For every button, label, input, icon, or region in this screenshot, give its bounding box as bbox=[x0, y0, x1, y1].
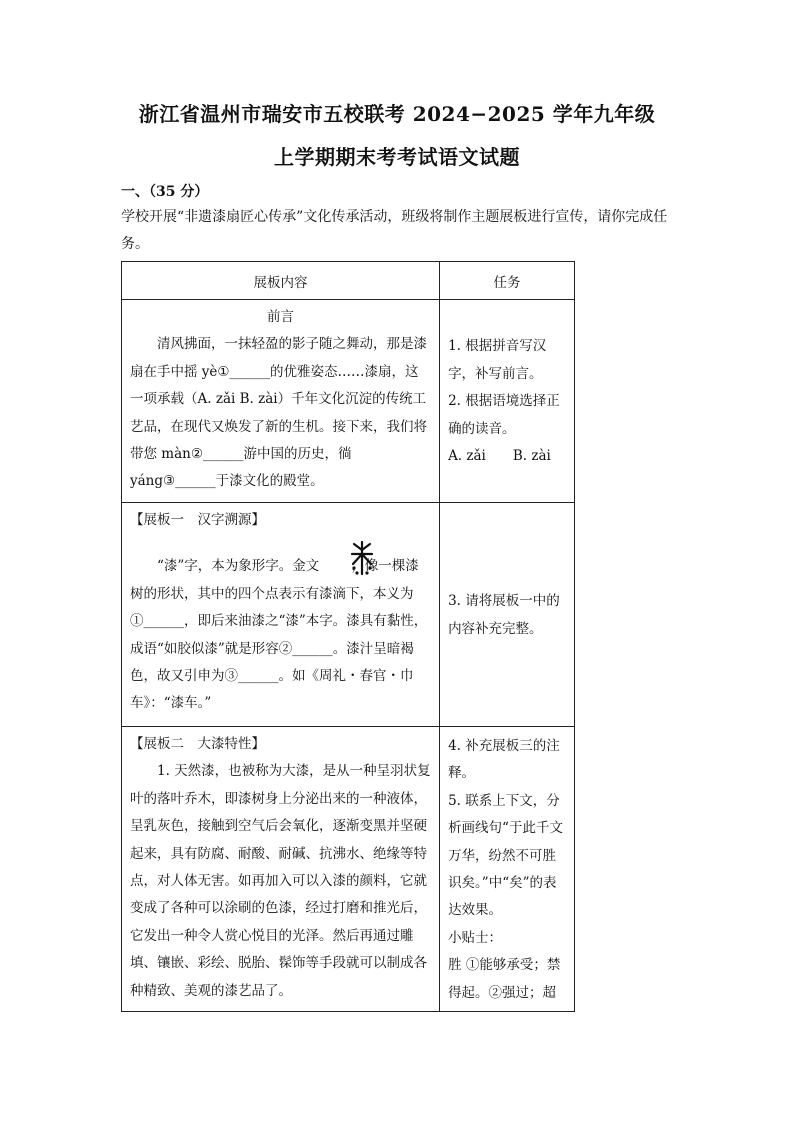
row1-task-options: A. zǎi B. zài bbox=[448, 448, 551, 465]
table-row bbox=[122, 300, 575, 503]
row3-heading: 【展板二 大漆特性】 bbox=[130, 736, 265, 752]
row2-content bbox=[122, 503, 440, 727]
row3-tip-text: 胜 ①能够承受；禁得起。②强过；超 bbox=[448, 957, 561, 1001]
row2-text-b: ，像一棵漆树的形状，其中的四个点表示有漆滴下，本义为①______，即后来油漆之“漆”本字。漆具有黏性，成语“如胶似漆”就是形容②______。漆汁呈暗褐色，故又引申为③______。如《周礼・春官・巾车》：“漆车。” bbox=[130, 558, 428, 712]
bronze-script-qi-icon bbox=[321, 540, 349, 576]
table-header-row bbox=[122, 262, 575, 300]
header-task: 任务 bbox=[440, 262, 575, 300]
row3-text: 1. 天然漆，也被称为大漆，是从一种呈羽状复叶的落叶乔木，即漆树身上分泌出来的一种液体，呈乳灰色，接触到空气后会氧化，逐渐变黑并坚硬起来，具有防腐、耐酸、耐碱、抗沸水、绝缘等特点，对人体无害。如再加入可以入漆的颜料，它就变成了各种可以涂刷的色漆，经过打磨和推光后，它发出一种令人赏心悦目的光泽。然后再通过雕填、镶嵌、彩绘、脱胎、髹饰等手段就可以制成各种精致、美观的漆艺品了。 bbox=[130, 763, 431, 999]
row3-task-5: 5. 联系上下文，分析画线句“于此千文万华，纷然不可胜识矣。”中“矣”的表达效果。 bbox=[448, 792, 563, 919]
row2-tasks bbox=[440, 503, 575, 727]
header-content: 展板内容 bbox=[122, 262, 440, 300]
row1-text: 清风拂面，一抹轻盈的影子随之舞动，那是漆扇在手中摇 yè①______的优雅姿态……漆扇，这一项承载（A. zǎi B. zài）千年文化沉淀的传统工艺品，在现代又焕发了新的生机。接下来，我们将带您 màn②______游中国的历史，徜 yáng③______于漆文化的殿堂。 bbox=[130, 336, 427, 490]
row1-heading: 前言 bbox=[267, 309, 295, 325]
row1-tasks bbox=[440, 300, 575, 503]
row3-tip-label: 小贴士： bbox=[448, 929, 503, 946]
row3-task-4: 4. 补充展板三的注释。 bbox=[448, 738, 560, 782]
table-row bbox=[122, 727, 575, 1012]
document-title-line2: 上学期期末考考试语文试题 bbox=[274, 145, 520, 169]
section-intro: 学校开展“非遗漆扇匠心传承”文化传承活动，班级将制作主题展板进行宣传，请你完成任务。 bbox=[121, 209, 668, 252]
row3-tasks bbox=[440, 727, 575, 1012]
row3-content bbox=[122, 727, 440, 1012]
table-row bbox=[122, 503, 575, 727]
row1-task-2: 2. 根据语境选择正确的读音。 bbox=[448, 393, 560, 437]
row2-paragraph bbox=[130, 540, 431, 717]
exhibit-table bbox=[121, 261, 575, 1012]
section-heading: 一、（35 分） bbox=[121, 184, 209, 200]
document-title-line1: 浙江省温州市瑞安市五校联考 2024−2025 学年九年级 bbox=[138, 102, 656, 126]
row2-heading: 【展板一 汉字溯源】 bbox=[130, 512, 265, 528]
row2-task-3: 3. 请将展板一中的内容补充完整。 bbox=[448, 593, 560, 637]
row1-content bbox=[122, 300, 440, 503]
row1-task-1: 1. 根据拼音写汉字，补写前言。 bbox=[448, 338, 547, 382]
row2-text-a: “漆”字，本为象形字。金文 bbox=[157, 558, 320, 575]
